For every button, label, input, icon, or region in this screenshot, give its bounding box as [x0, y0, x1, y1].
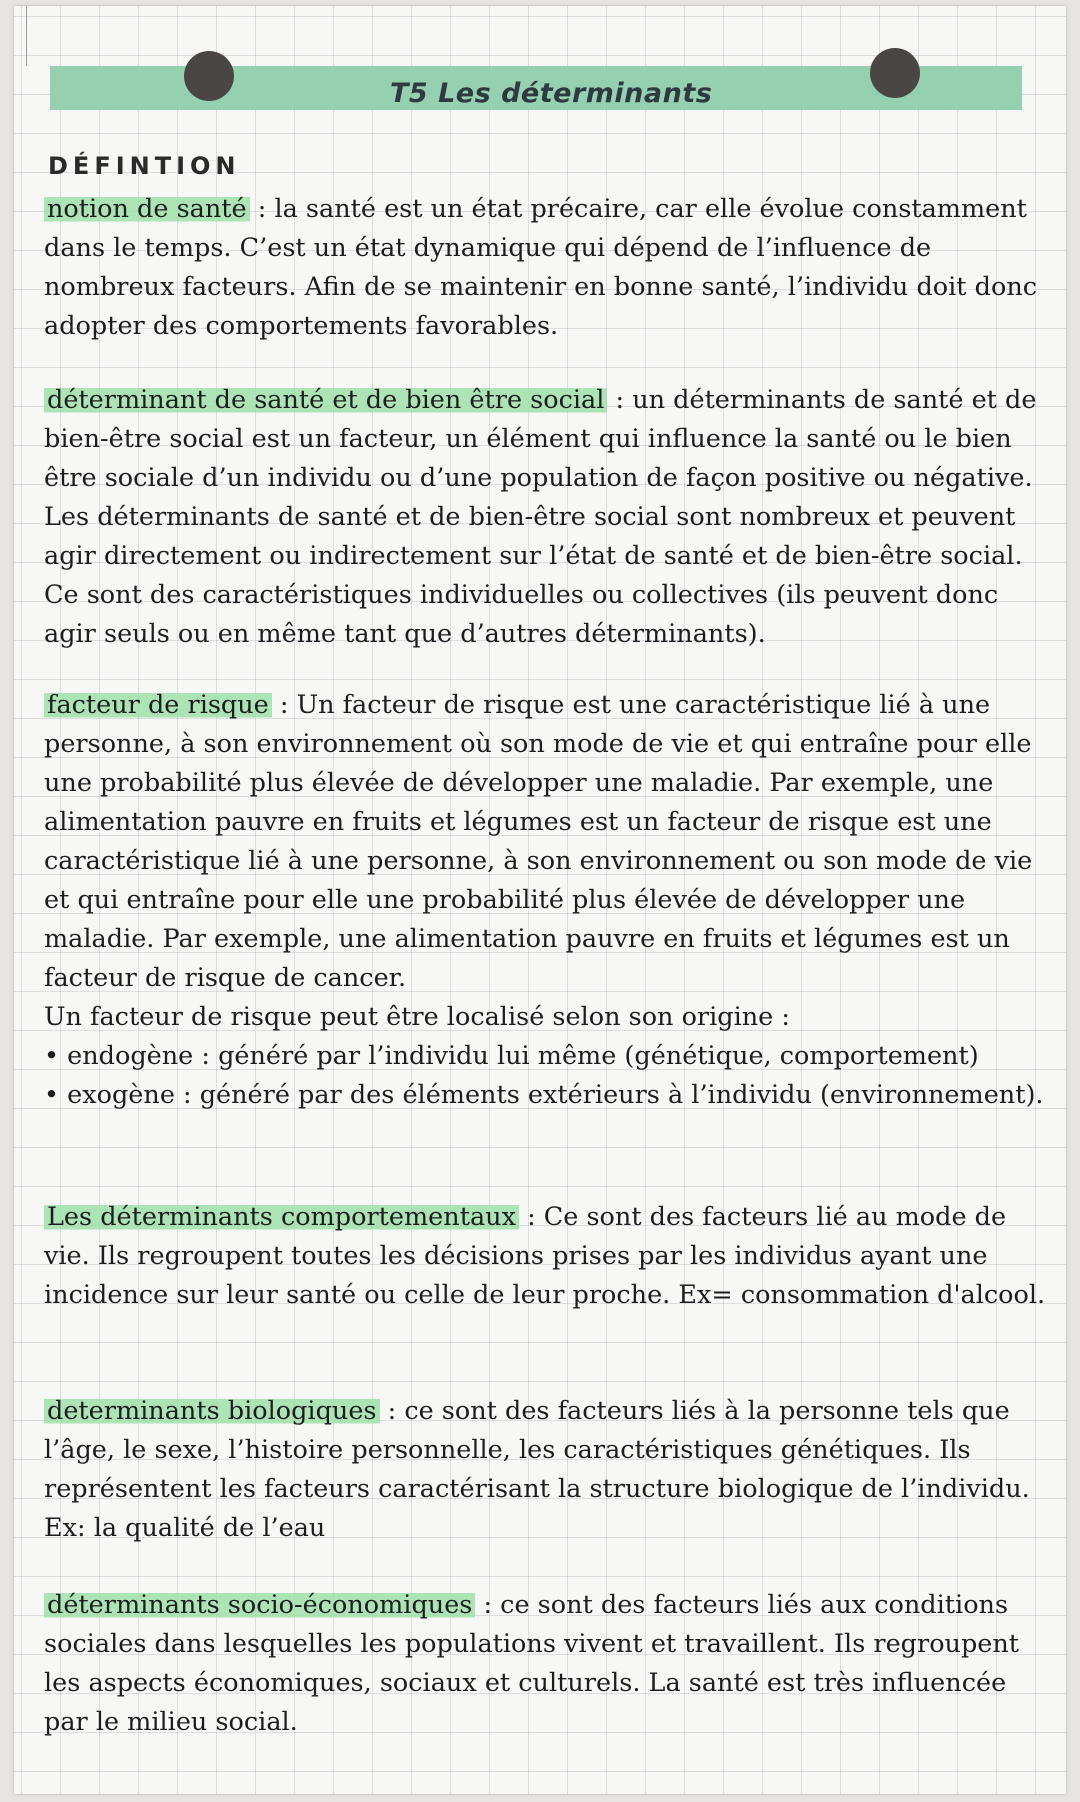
definition-socio-economiques [44, 1586, 1054, 1742]
definition-facteur-risque [44, 686, 1054, 1115]
definition-comportementaux [44, 1198, 1054, 1315]
bullet-exogene: • exogène : généré par des éléments extérieurs à l’individu (environnement). [44, 1080, 1044, 1110]
definition-text: : Ce sont des facteurs lié au mode de vie. Ils regroupent toutes les décisions prises par les individus ayant une incidence sur leur santé ou celle de leur proche. Ex= consommation d'alcool. [44, 1202, 1046, 1310]
term: Les déterminants comportementaux [44, 1202, 519, 1232]
punch-hole-left [184, 51, 234, 101]
definition-text: : un déterminants de santé et de bien-être social est un facteur, un élément qui influence la santé ou le bien être sociale d’un individu ou d’une population de façon positive ou négative. Les déterminants de santé et de bien-être social sont nombreux et peuvent agir directement ou indirectement sur l’état de santé et de bien-être social. Ce sont des caractéristiques individuelles ou collectives (ils peuvent donc agir seuls ou en même tant que d’autres déterminants). [44, 385, 1037, 649]
bullet-endogene: • endogène : généré par l’individu lui même (génétique, comportement) [44, 1041, 979, 1071]
definition-determinant-sante [44, 381, 1054, 654]
definition-biologiques [44, 1392, 1054, 1548]
definition-text: : ce sont des facteurs liés aux conditions sociales dans lesquelles les populations vivent et travaillent. Ils regroupent les aspects économiques, sociaux et culturels. La santé est très influencée par le milieu social. [44, 1590, 1020, 1737]
page-title: T5 Les déterminants [390, 78, 713, 109]
term: determinants biologiques [44, 1396, 380, 1426]
margin-line [26, 6, 27, 66]
section-heading: DÉFINTION [48, 152, 241, 180]
term: déterminants socio-économiques [44, 1590, 475, 1620]
punch-hole-right [870, 48, 920, 98]
origin-intro: Un facteur de risque peut être localisé selon son origine : [44, 1002, 790, 1032]
definition-text: : ce sont des facteurs liés à la personne tels que l’âge, le sexe, l’histoire personnelle, les caractéristiques génétiques. Ils représentent les facteurs caractérisant la structure biologique de l’individu. Ex: la qualité de l’eau [44, 1396, 1030, 1543]
term: facteur de risque [44, 690, 272, 720]
term: déterminant de santé et de bien être social [44, 385, 607, 415]
notebook-page [14, 6, 1066, 1794]
definition-text: : la santé est un état précaire, car elle évolue constamment dans le temps. C’est un état dynamique qui dépend de l’influence de nombreux facteurs. Afin de se maintenir en bonne santé, l’individu doit donc adopter des comportements favorables. [44, 194, 1038, 341]
definition-notion-sante [44, 190, 1054, 346]
definition-text: : Un facteur de risque est une caractéristique lié à une personne, à son environnement où son mode de vie et qui entraîne pour elle une probabilité plus élevée de développer une maladie. Par exemple, une alimentation pauvre en fruits et légumes est un facteur de risque est une caractéristique lié à une personne, à son environnement ou son mode de vie et qui entraîne pour elle une probabilité plus élevée de développer une maladie. Par exemple, une alimentation pauvre en fruits et légumes est un facteur de risque de cancer. [44, 690, 1033, 993]
term: notion de santé [44, 194, 250, 224]
